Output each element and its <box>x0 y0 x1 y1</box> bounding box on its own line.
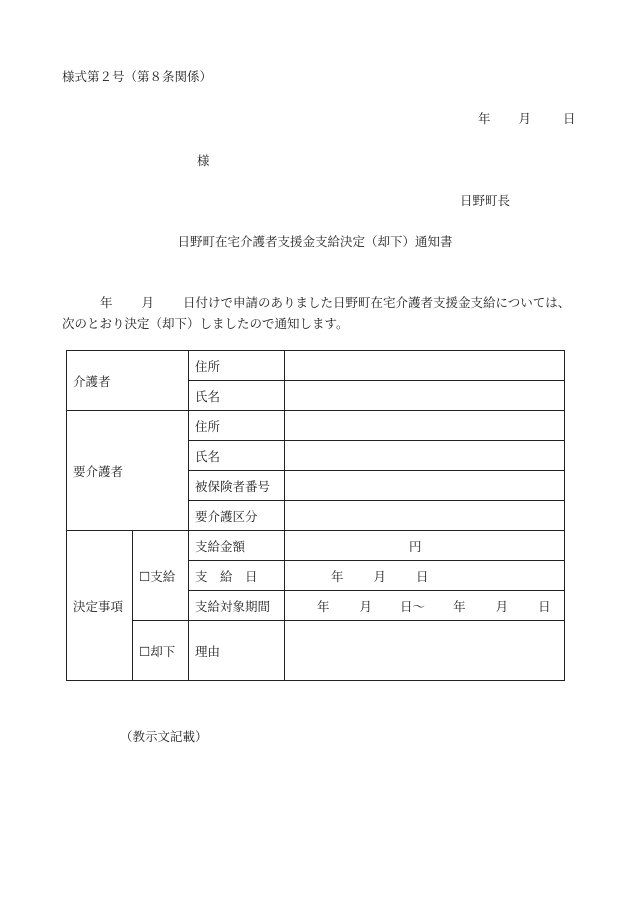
recipient-name-field[interactable] <box>285 441 565 471</box>
reject-checkbox[interactable]: ☐却下 <box>133 621 189 681</box>
appeal-note: （教示文記載） <box>120 729 208 744</box>
care-recipient-label: 要介護者 <box>67 411 189 531</box>
period-year-end: 年 <box>453 598 466 614</box>
payment-day: 日 <box>416 568 429 584</box>
issue-date <box>478 109 576 127</box>
insured-number-label: 被保険者番号 <box>189 471 285 501</box>
reason-field[interactable] <box>285 621 565 681</box>
date-month: 月 <box>518 111 532 126</box>
payment-year: 年 <box>331 568 344 584</box>
decision-label: 決定事項 <box>67 531 133 681</box>
issuer-name: 日野町長 <box>460 193 511 208</box>
grant-checkbox[interactable]: ☐支給 <box>133 531 189 621</box>
caregiver-address-label: 住所 <box>189 351 285 381</box>
care-level-label: 要介護区分 <box>189 501 285 531</box>
period-label: 支給対象期間 <box>189 591 285 621</box>
caregiver-name-label: 氏名 <box>189 381 285 411</box>
addressee-suffix: 様 <box>197 153 210 168</box>
body-text <box>62 292 582 334</box>
period-day-end: 日 <box>538 598 551 614</box>
body-text-main: 日付けで申請のありました日野町在宅介護者支援金支給については、次のとおり決定（却下）しましたので通知します。 <box>62 295 571 331</box>
payment-date-label: 支 給 日 <box>189 561 285 591</box>
payment-date-field[interactable] <box>285 561 565 591</box>
care-level-field[interactable] <box>285 501 565 531</box>
date-day: 日 <box>563 111 576 126</box>
body-year: 年 <box>100 295 113 310</box>
caregiver-name-field[interactable] <box>285 381 565 411</box>
period-day-start: 日～ <box>400 598 426 614</box>
period-month-start: 月 <box>359 598 373 614</box>
insured-number-field[interactable] <box>285 471 565 501</box>
caregiver-address-field[interactable] <box>285 351 565 381</box>
document-title: 日野町在宅介護者支援金支給決定（却下）通知書 <box>177 234 453 249</box>
date-year: 年 <box>478 111 491 126</box>
recipient-address-field[interactable] <box>285 411 565 441</box>
payment-month: 月 <box>373 568 387 584</box>
amount-field[interactable] <box>285 531 565 561</box>
amount-unit: 円 <box>409 538 422 554</box>
decision-table <box>66 350 565 681</box>
body-month: 月 <box>141 295 155 310</box>
period-month-end: 月 <box>495 598 509 614</box>
recipient-name-label: 氏名 <box>189 441 285 471</box>
form-number: 様式第２号（第８条関係） <box>62 69 213 84</box>
amount-label: 支給金額 <box>189 531 285 561</box>
caregiver-label: 介護者 <box>67 351 189 411</box>
period-field[interactable] <box>285 591 565 621</box>
period-year-start: 年 <box>317 598 330 614</box>
recipient-address-label: 住所 <box>189 411 285 441</box>
reason-label: 理由 <box>189 621 285 681</box>
